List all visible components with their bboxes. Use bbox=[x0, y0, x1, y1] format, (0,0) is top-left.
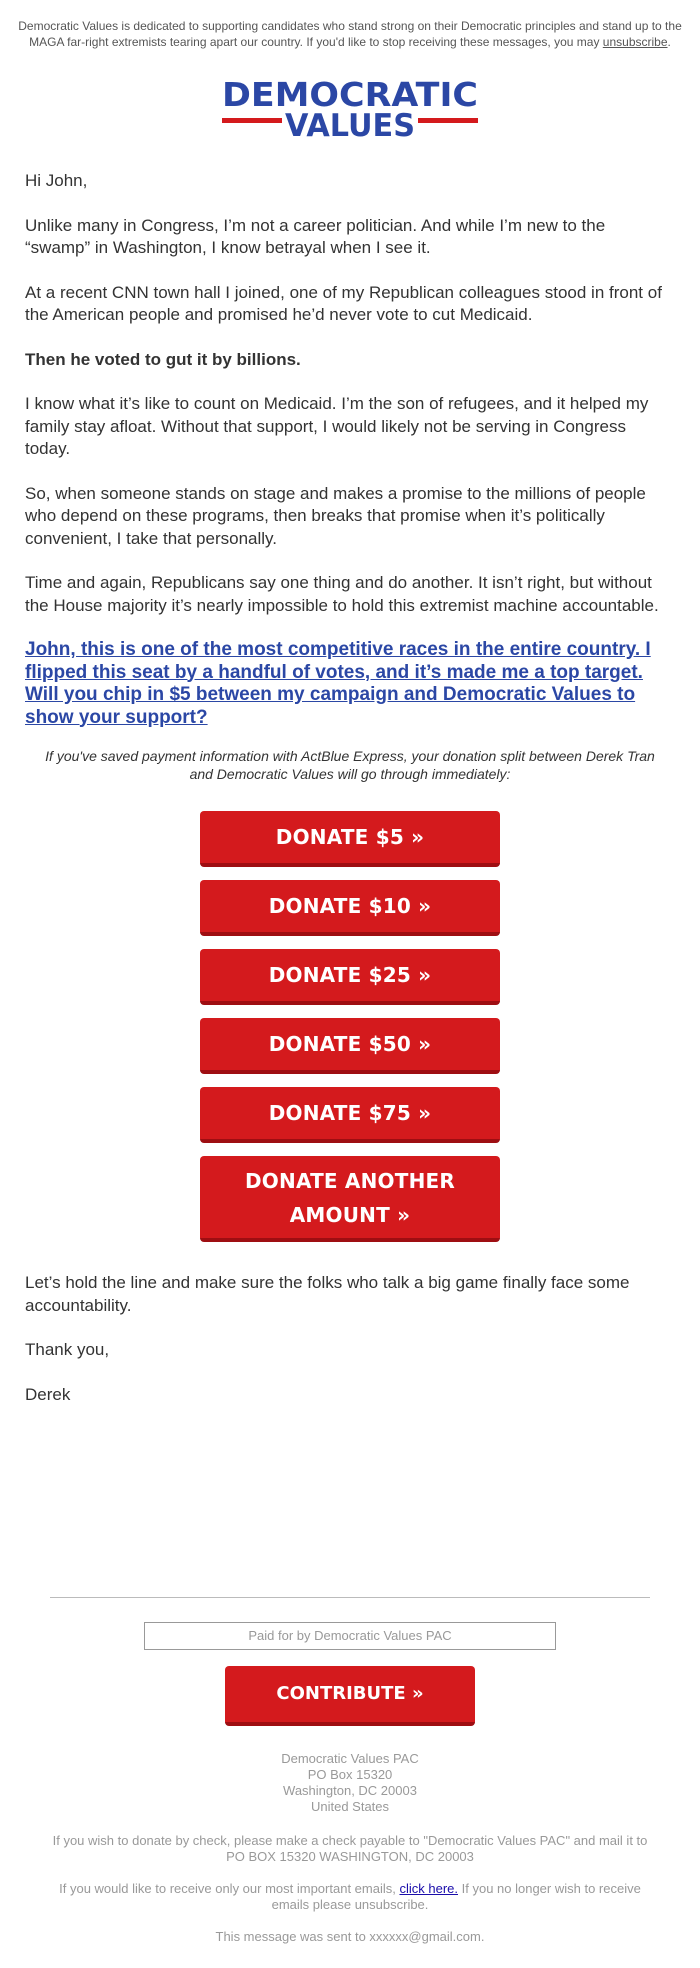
paragraph: At a recent CNN town hall I joined, one of my Republican colleagues stood in front of the American people and promised he’d never vote to cut Medicaid. bbox=[25, 282, 662, 324]
donate-75-button[interactable]: DONATE $75 » bbox=[200, 1087, 500, 1143]
logo-line2: VALUES bbox=[285, 108, 415, 144]
paragraph-bold: Then he voted to gut it by billions. bbox=[25, 349, 301, 369]
donate-10-button[interactable]: DONATE $10 » bbox=[200, 880, 500, 936]
paragraph: I know what it’s like to count on Medicaid. I’m the son of refugees, and it helped my family stay afloat. Without that support, I would likely not be serving in Congress today. bbox=[25, 394, 649, 458]
signature: Derek bbox=[25, 1384, 71, 1404]
closing bbox=[0, 1272, 700, 1406]
message-body bbox=[0, 170, 700, 1242]
donate-other-amount-button[interactable]: DONATE ANOTHER AMOUNT » bbox=[200, 1156, 500, 1242]
email-preferences: If you would like to receive only our most important emails, click here. If you no longer wish to receive emails please unsubscribe. bbox=[59, 1881, 641, 1912]
email-page bbox=[0, 18, 700, 1968]
logo-line1: DEMOCRATIC bbox=[222, 75, 478, 114]
preferences-click-here-link[interactable]: click here. bbox=[399, 1881, 458, 1896]
check-donation-note: If you wish to donate by check, please make a check payable to "Democratic Values PAC" and mail it to PO BOX 15320 WASHINGTON, DC 20003 bbox=[52, 1833, 648, 1864]
actblue-express-note: If you've saved payment information with ActBlue Express, your donation split between Derek Tran and Democratic Values will go through immediately: bbox=[45, 748, 655, 782]
paragraph: Time and again, Republicans say one thing and do another. It isn’t right, but without the House majority it’s nearly impossible to hold this extremist machine accountable. bbox=[25, 573, 659, 615]
sent-to-notice: This message was sent to xxxxxx@gmail.com. bbox=[215, 1929, 485, 1944]
greeting: Hi John, bbox=[25, 171, 88, 190]
donate-5-button[interactable]: DONATE $5 » bbox=[200, 811, 500, 867]
closing-paragraph: Let’s hold the line and make sure the folks who talk a big game finally face some accountability. bbox=[25, 1273, 630, 1315]
donate-buttons bbox=[200, 811, 500, 1242]
donate-50-button[interactable]: DONATE $50 » bbox=[200, 1018, 500, 1074]
footer-divider bbox=[50, 1597, 650, 1598]
preheader: Democratic Values is dedicated to supporting candidates who stand strong on their Democratic principles and stand up to the MAGA far-right extremists tearing apart our country. If you'd like to stop receiving these messages, you may unsubscribe. bbox=[18, 19, 682, 49]
mailing-address: Democratic Values PAC PO Box 15320 Washington, DC 20003 United States bbox=[281, 1751, 419, 1814]
logo-left-bar bbox=[222, 118, 282, 123]
sign-off: Thank you, bbox=[25, 1340, 110, 1359]
unsubscribe-link[interactable]: unsubscribe bbox=[602, 35, 668, 49]
preheader-text: Democratic Values is dedicated to supporting candidates who stand strong on their Democratic principles and stand up to the MAGA far-right extremists tearing apart our country. If you'd like to stop receiving these messages, you may bbox=[18, 19, 682, 49]
donation-ask-link[interactable]: John, this is one of the most competitive races in the entire country. I flipped this seat by a handful of votes, and it’s made me a top target. Will you chip in $5 between my campaign and Democratic Values to show your support? bbox=[25, 639, 651, 728]
contribute-button[interactable]: CONTRIBUTE » bbox=[225, 1666, 475, 1726]
footer bbox=[50, 1751, 650, 1961]
paragraph: So, when someone stands on stage and makes a promise to the millions of people who depend on these programs, then breaks that promise when it’s politically convenient, I take that personally. bbox=[25, 483, 646, 548]
donate-25-button[interactable]: DONATE $25 » bbox=[200, 949, 500, 1005]
paid-for-disclaimer: Paid for by Democratic Values PAC bbox=[144, 1622, 556, 1650]
paragraph: Unlike many in Congress, I’m not a career politician. And while I’m new to the “swamp” in Washington, I know betrayal when I see it. bbox=[25, 215, 606, 257]
logo-right-bar bbox=[418, 118, 478, 123]
democratic-values-logo bbox=[220, 68, 480, 150]
